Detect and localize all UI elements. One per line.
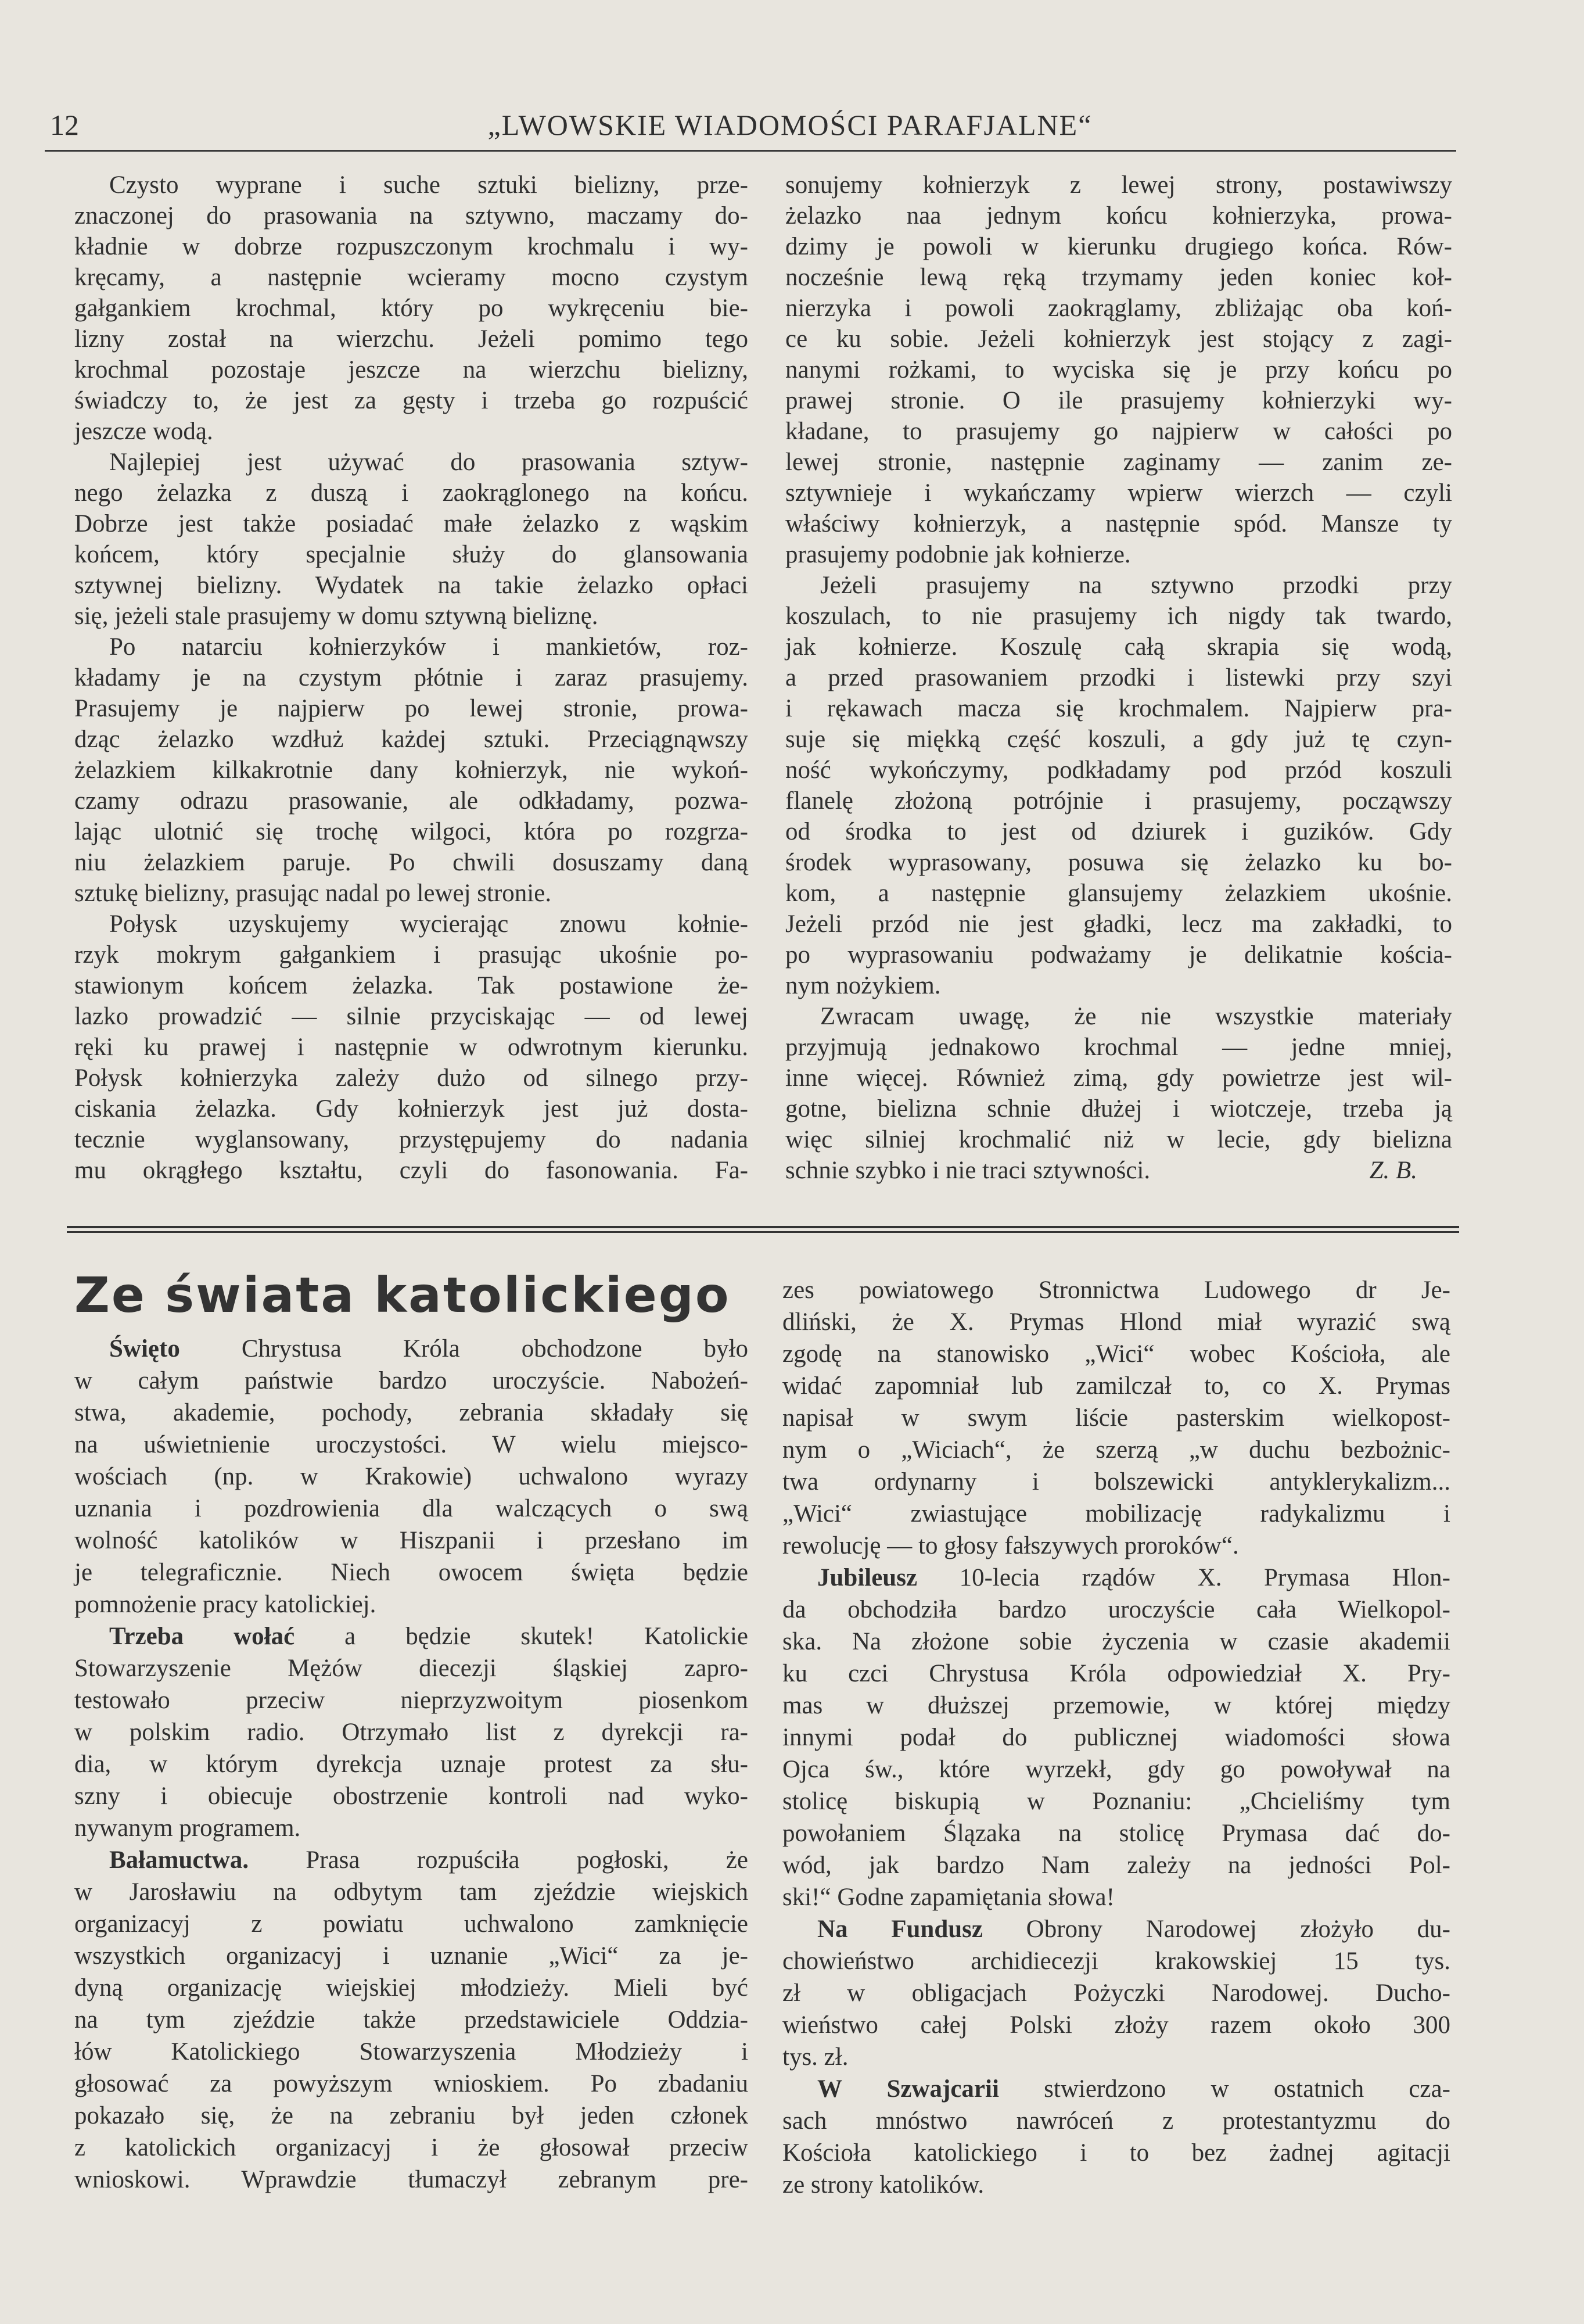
- text-line: [782, 1402, 1450, 1434]
- text-line: [785, 1032, 1452, 1063]
- line-text: Połysk uzyskujemy wycierając znowu kołnie-: [109, 910, 748, 938]
- line-text: Jeżeli prasujemy na sztywno przodki przy: [820, 572, 1452, 599]
- text-line: [782, 2073, 1450, 2105]
- text-line: [74, 200, 748, 231]
- text-line: [74, 1093, 748, 1124]
- line-text: organizacyj z powiatu uchwalono zamknięcie: [74, 1910, 748, 1938]
- line-text: pokazało się, że na zebraniu był jeden członek: [74, 2102, 748, 2129]
- text-line: [74, 939, 748, 970]
- text-line: [74, 1493, 748, 1525]
- text-line: [785, 786, 1452, 816]
- text-line: [74, 354, 748, 385]
- text-line: [74, 724, 748, 755]
- line-text: mas w dłuższej przemowie, w której między: [782, 1692, 1450, 1719]
- text-line: [785, 416, 1452, 447]
- line-text: lizny został na wierzchu. Jeżeli pomimo tego: [74, 325, 748, 353]
- text-line: [785, 385, 1452, 416]
- text-line: [782, 1817, 1450, 1849]
- text-line: [782, 1690, 1450, 1722]
- section-heading: Ze świata katolickiego: [74, 1267, 731, 1324]
- text-line: [74, 2132, 748, 2164]
- section-divider: [67, 1226, 1459, 1233]
- text-line: [785, 231, 1452, 262]
- text-line: [74, 1155, 748, 1186]
- text-line: [785, 909, 1452, 939]
- text-line: [785, 601, 1452, 632]
- line-text: Ojca św., które wyrzekł, gdy go powoływał na: [782, 1756, 1450, 1783]
- article-column-top-right: [785, 170, 1452, 1186]
- text-line: [782, 2041, 1450, 2073]
- text-line: [74, 1652, 748, 1684]
- text-line: [74, 1812, 748, 1844]
- line-text: stwierdzono w ostatnich cza-: [998, 2075, 1450, 2103]
- line-text: sztukę bielizny, prasując nadal po lewej stronie.: [74, 880, 552, 907]
- line-text: głosować za powyższym wnioskiem. Po zbadaniu: [74, 2070, 748, 2097]
- text-line: [74, 1333, 748, 1365]
- line-text: wieństwo całej Polski złoży razem około 300: [782, 2011, 1450, 2039]
- line-text: „Wici“ zwiastujące mobilizację radykalizmu i: [782, 1500, 1450, 1527]
- line-text: ski!“ Godne zapamiętania słowa!: [782, 1884, 1115, 1911]
- text-line: [785, 1124, 1452, 1155]
- line-text: Zwracam uwagę, że nie wszystkie materiały: [820, 1003, 1452, 1030]
- text-line: [785, 878, 1452, 909]
- line-text: kładnie w dobrze rozpuszczonym krochmalu i wy-: [74, 233, 748, 260]
- line-text: i rękawach macza się krochmalem. Najpierw pra-: [785, 695, 1452, 722]
- text-line: [74, 508, 748, 539]
- page-header-title: „LWOWSKIE WIADOMOŚCI PARAFJALNE“: [487, 109, 1093, 141]
- text-line: [782, 1977, 1450, 2009]
- text-line: [785, 724, 1452, 755]
- text-line: [785, 354, 1452, 385]
- text-line: [74, 1124, 748, 1155]
- line-text: widać zapomniał lub zamilczał to, co X. Prymas: [782, 1372, 1450, 1400]
- line-text: Połysk kołnierzyka zależy dużo od silnego przy-: [74, 1064, 748, 1092]
- line-text: niu żelazkiem paruje. Po chwili dosuszamy daną: [74, 849, 748, 876]
- line-text: prawej stronie. O ile prasujemy kołnierzyki wy-: [785, 387, 1452, 414]
- text-line: [74, 262, 748, 293]
- text-line: [74, 1001, 748, 1032]
- line-text: mu okrągłego kształtu, czyli do fasonowania. Fa-: [74, 1157, 748, 1184]
- line-text: Czysto wyprane i suche sztuki bielizny, prze-: [109, 171, 748, 199]
- text-line: [74, 970, 748, 1001]
- line-text: kładane, to prasujemy go najpierw w całości po: [785, 418, 1452, 445]
- line-text: kręcamy, a następnie wcieramy mocno czystym: [74, 264, 748, 291]
- line-text: inne więcej. Również zimą, gdy powietrze jest wil-: [785, 1064, 1452, 1092]
- line-text: dyną organizację wiejskiej młodzieży. Mieli być: [74, 1974, 748, 2002]
- text-line: [74, 755, 748, 786]
- text-line: [785, 1001, 1452, 1032]
- line-text: końcem, który specjalnie służy do glansowania: [74, 541, 748, 568]
- line-text: nego żelazka z duszą i zaokrąglonego na końcu.: [74, 479, 748, 507]
- line-text: koszulach, to nie prasujemy ich nigdy tak twardo,: [785, 602, 1452, 630]
- text-line: [782, 1306, 1450, 1338]
- line-text: sach mnóstwo nawróceń z protestantyzmu do: [782, 2107, 1450, 2135]
- page-number: 12: [50, 109, 79, 141]
- line-text: w polskim radio. Otrzymało list z dyrekcji ra-: [74, 1719, 748, 1746]
- article-column-bottom-right: [782, 1274, 1450, 2201]
- text-line: [785, 508, 1452, 539]
- line-text: Jeżeli przód nie jest gładki, lecz ma zakładki, to: [785, 910, 1452, 938]
- text-line: [782, 2009, 1450, 2041]
- text-line: [785, 1155, 1452, 1186]
- line-text: da obchodziła bardzo uroczyście cała Wielkopol-: [782, 1596, 1450, 1623]
- line-text: dząc żelazko wzdłuż każdej sztuki. Przeciągnąwszy: [74, 726, 748, 753]
- text-line: [785, 632, 1452, 662]
- text-line: [785, 539, 1452, 570]
- line-text: ze strony katolików.: [782, 2171, 985, 2199]
- text-line: [782, 1466, 1450, 1498]
- line-text: przyjmują jednakowo krochmal — jedne mniej,: [785, 1034, 1452, 1061]
- text-line: [74, 1620, 748, 1652]
- text-line: [785, 262, 1452, 293]
- text-line: [785, 324, 1452, 354]
- text-line: [782, 1530, 1450, 1562]
- line-text: w całym państwie bardzo uroczyście. Nabożeń-: [74, 1367, 748, 1394]
- line-text: ność wykończymy, podkładamy pod przód koszuli: [785, 756, 1452, 784]
- line-text: zes powiatowego Stronnictwa Ludowego dr Je-: [782, 1276, 1450, 1304]
- text-line: [74, 231, 748, 262]
- line-text: innymi podał do publicznej wiadomości słowa: [782, 1724, 1450, 1751]
- line-text: gotne, bielizna schnie dłużej i wiotczeje, trzeba ją: [785, 1095, 1452, 1122]
- line-text: ręki ku prawej i następnie w odwrotnym kierunku.: [74, 1034, 748, 1061]
- text-line: [74, 1748, 748, 1780]
- text-line: [74, 539, 748, 570]
- text-line: [74, 1063, 748, 1093]
- text-line: [782, 2169, 1450, 2201]
- text-line: [782, 1434, 1450, 1466]
- text-line: [785, 1093, 1452, 1124]
- text-line: [74, 632, 748, 662]
- text-line: [782, 1753, 1450, 1785]
- line-text: testowało przeciw nieprzyzwoitym piosenkom: [74, 1687, 748, 1714]
- text-line: [785, 693, 1452, 724]
- line-text: zł w obligacjach Pożyczki Narodowej. Ducho-: [782, 1979, 1450, 2007]
- text-line: [74, 324, 748, 354]
- text-line: [74, 2004, 748, 2036]
- line-text: kom, a następnie glansujemy żelazkiem ukośnie.: [785, 880, 1452, 907]
- line-text: napisał w swym liście pasterskim wielkopost-: [782, 1404, 1450, 1432]
- line-text: nym o „Wiciach“, że szerzą „w duchu bezbożnic-: [782, 1436, 1450, 1464]
- text-line: [74, 1525, 748, 1556]
- line-text: dliński, że X. Prymas Hlond miał wyrazić swą: [782, 1308, 1450, 1336]
- text-line: [74, 1556, 748, 1588]
- text-line: [74, 662, 748, 693]
- bold-lead-phrase: Bałamuctwa.: [109, 1846, 249, 1874]
- text-line: [782, 1658, 1450, 1690]
- line-text: uznania i pozdrowienia dla walczących o swą: [74, 1495, 748, 1522]
- text-line: [74, 478, 748, 508]
- text-line: [74, 1684, 748, 1716]
- line-text: Dobrze jest także posiadać małe żelazko z wąskim: [74, 510, 748, 537]
- line-text: stolicę biskupią w Poznaniu: „Chcieliśmy tym: [782, 1788, 1450, 1815]
- header-rule: [45, 150, 1456, 152]
- line-text: wnioskowi. Wprawdzie tłumaczył zebranym pre-: [74, 2166, 748, 2193]
- text-line: [74, 1397, 748, 1429]
- text-line: [782, 1594, 1450, 1626]
- text-line: [785, 200, 1452, 231]
- text-line: [74, 385, 748, 416]
- line-text: a przed prasowaniem przodki i listewki przy szyi: [785, 664, 1452, 691]
- text-line: [785, 816, 1452, 847]
- line-text: żelazkiem kilkakrotnie dany kołnierzyk, nie wykoń-: [74, 756, 748, 784]
- line-text: właściwy kołnierzyk, a następnie spód. Mansze ty: [785, 510, 1452, 537]
- line-text: nierzyka i powoli zaokrąglamy, zbliżając oba koń-: [785, 295, 1452, 322]
- text-line: [782, 1370, 1450, 1402]
- text-line: [74, 170, 748, 200]
- article-column-bottom-left: [74, 1333, 748, 2196]
- line-text: stawionym końcem żelazka. Tak postawione że-: [74, 972, 748, 999]
- line-text: tys. zł.: [782, 2043, 849, 2071]
- line-text: wolność katolików w Hiszpanii i przesłano im: [74, 1527, 748, 1554]
- text-line: [785, 847, 1452, 878]
- line-text: schnie szybko i nie traci sztywności.: [785, 1157, 1151, 1184]
- text-line: [782, 1498, 1450, 1530]
- line-text: Kościoła katolickiego i to bez żadnej agitacji: [782, 2139, 1450, 2167]
- text-line: [785, 570, 1452, 601]
- text-line: [74, 1365, 748, 1397]
- text-line: [74, 1032, 748, 1063]
- line-text: prasujemy podobnie jak kołnierze.: [785, 541, 1131, 568]
- line-text: zgodę na stanowisko „Wici“ wobec Kościoła, ale: [782, 1340, 1450, 1368]
- bold-lead-phrase: Święto: [109, 1335, 180, 1362]
- line-text: pomnożenie pracy katolickiej.: [74, 1591, 376, 1618]
- text-line: [74, 786, 748, 816]
- line-text: chowieństwo archidiecezji krakowskiej 15 tys.: [782, 1948, 1450, 1975]
- text-line: [74, 293, 748, 324]
- line-text: kładamy je na czystym płótnie i zaraz prasujemy.: [74, 664, 748, 691]
- text-line: [782, 1722, 1450, 1753]
- line-text: ku czci Chrystusa Króla odpowiedział X. Pry-: [782, 1660, 1450, 1687]
- line-text: jeszcze wodą.: [74, 418, 213, 445]
- line-text: a będzie skutek! Katolickie: [294, 1623, 748, 1650]
- line-text: ska. Na złożone sobie życzenia w czasie akademii: [782, 1628, 1450, 1655]
- line-text: je telegraficznie. Niech owocem święta będzie: [74, 1559, 748, 1586]
- line-text: lając ulotnić się trochę wilgoci, która po rozgrza-: [74, 818, 748, 845]
- line-text: z katolickich organizacyj i że głosował przeciw: [74, 2134, 748, 2161]
- line-text: łów Katolickiego Stowarzyszenia Młodzieży i: [74, 2038, 748, 2065]
- text-line: [74, 1716, 748, 1748]
- line-text: gałgankiem krochmal, który po wykręceniu bie-: [74, 295, 748, 322]
- text-line: [74, 2068, 748, 2100]
- line-text: Prasa rozpuściła pogłoski, że: [249, 1846, 748, 1874]
- line-text: lazko prowadzić — silnie przyciskając — od lewej: [74, 1003, 748, 1030]
- text-line: [782, 1785, 1450, 1817]
- text-line: [785, 447, 1452, 478]
- line-text: świadczy to, że jest za gęsty i trzeba go rozpuścić: [74, 387, 748, 414]
- line-text: na tym zjeździe także przedstawiciele Oddzia-: [74, 2006, 748, 2033]
- text-line: [74, 416, 748, 447]
- line-text: wód, jak bardzo Nam zależy na jedności Pol-: [782, 1852, 1450, 1879]
- text-line: [785, 755, 1452, 786]
- text-line: [74, 2164, 748, 2196]
- text-line: [74, 1429, 748, 1461]
- text-line: [74, 1461, 748, 1493]
- line-text: tecznie wyglansowany, przystępujemy do nadania: [74, 1126, 748, 1153]
- line-text: wszystkich organizacyj i uznanie „Wici“ za je-: [74, 1942, 748, 1970]
- line-text: Stowarzyszenie Mężów diecezji śląskiej zapro-: [74, 1655, 748, 1682]
- text-line: [785, 939, 1452, 970]
- line-text: ciskania żelazka. Gdy kołnierzyk jest już dosta-: [74, 1095, 748, 1122]
- text-line: [785, 970, 1452, 1001]
- text-line: [74, 570, 748, 601]
- line-text: dzimy je powoli w kierunku drugiego końca. Rów-: [785, 233, 1452, 260]
- line-text: w Jarosławiu na odbytym tam zjeździe wiejskich: [74, 1878, 748, 1906]
- line-text: Po natarciu kołnierzyków i mankietów, roz-: [109, 633, 748, 661]
- text-line: [785, 478, 1452, 508]
- line-text: środek wyprasowany, posuwa się żelazko ku bo-: [785, 849, 1452, 876]
- line-text: sztywnieje i wykańczamy wpierw wierzch — czyli: [785, 479, 1452, 507]
- bold-lead-phrase: Na Fundusz: [817, 1916, 983, 1943]
- text-line: [782, 1945, 1450, 1977]
- line-text: twa ordynarny i bolszewicki antyklerykalizm...: [782, 1468, 1450, 1495]
- line-text: suje się miękką część koszuli, a gdy już tę czyn-: [785, 726, 1452, 753]
- author-signature: Z. B.: [1369, 1157, 1417, 1184]
- text-line: [74, 1844, 748, 1876]
- line-text: nywanym programem.: [74, 1814, 301, 1842]
- text-line: [74, 909, 748, 939]
- line-text: sztywnej bielizny. Wydatek na takie żelazko opłaci: [74, 572, 748, 599]
- line-text: wościach (np. w Krakowie) uchwalono wyrazy: [74, 1463, 748, 1490]
- line-text: Prasujemy je najpierw po lewej stronie, prowa-: [74, 695, 748, 722]
- text-line: [74, 1588, 748, 1620]
- line-text: rzyk mokrym gałgankiem i prasując ukośnie po-: [74, 941, 748, 969]
- text-line: [782, 1913, 1450, 1945]
- text-line: [782, 1849, 1450, 1881]
- line-text: żelazko naa jednym końcu kołnierzyka, prowa-: [785, 202, 1452, 229]
- line-text: Obrony Narodowej złożyło du-: [982, 1916, 1450, 1943]
- text-line: [74, 601, 748, 632]
- line-text: flanelę złożoną potrójnie i prasujemy, począwszy: [785, 787, 1452, 815]
- text-line: [785, 293, 1452, 324]
- line-text: stwa, akademie, pochody, zebrania składały się: [74, 1399, 748, 1426]
- line-text: powołaniem Ślązaka na stolicę Prymasa dać do-: [782, 1820, 1450, 1847]
- line-text: więc silniej krochmalić niż w lecie, gdy bielizna: [785, 1126, 1452, 1153]
- line-text: Chrystusa Króla obchodzone było: [179, 1335, 748, 1362]
- text-line: [74, 1780, 748, 1812]
- text-line: [74, 693, 748, 724]
- text-line: [74, 1940, 748, 1972]
- line-text: znaczonej do prasowania na sztywno, maczamy do-: [74, 202, 748, 229]
- text-line: [782, 1274, 1450, 1306]
- text-line: [74, 1972, 748, 2004]
- text-line: [74, 2036, 748, 2068]
- line-text: sonujemy kołnierzyk z lewej strony, postawiwszy: [785, 171, 1452, 199]
- text-line: [74, 2100, 748, 2132]
- bold-lead-phrase: Jubileusz: [817, 1564, 918, 1591]
- text-line: [74, 816, 748, 847]
- line-text: rewolucję — to głosy fałszywych proroków“.: [782, 1532, 1239, 1559]
- text-line: [74, 878, 748, 909]
- text-line: [785, 662, 1452, 693]
- text-line: [782, 1338, 1450, 1370]
- bold-lead-phrase: W Szwajcarii: [817, 2075, 999, 2103]
- line-text: nocześnie lewą ręką trzymamy jeden koniec koł-: [785, 264, 1452, 291]
- line-text: szny i obiecuje obostrzenie kontroli nad wyko-: [74, 1783, 748, 1810]
- line-text: czamy odrazu prasowanie, ale odkładamy, pozwa-: [74, 787, 748, 815]
- line-text: 10-lecia rządów X. Prymasa Hlon-: [917, 1564, 1450, 1591]
- line-text: nanymi rożkami, to wyciska się je przy końcu po: [785, 356, 1452, 383]
- text-line: [785, 170, 1452, 200]
- text-line: [74, 1908, 748, 1940]
- text-line: [782, 2105, 1450, 2137]
- bold-lead-phrase: Trzeba wołać: [109, 1623, 295, 1650]
- line-text: się, jeżeli stale prasujemy w domu sztywną bieliznę.: [74, 602, 598, 630]
- text-line: [785, 1063, 1452, 1093]
- text-line: [782, 1562, 1450, 1594]
- line-text: nym nożykiem.: [785, 972, 941, 999]
- line-text: jak kołnierze. Koszulę całą skrapia się wodą,: [785, 633, 1452, 661]
- line-text: dia, w którym dyrekcja uznaje protest za słu-: [74, 1751, 748, 1778]
- line-text: od środka to jest od dziurek i guzików. Gdy: [785, 818, 1452, 845]
- text-line: [74, 847, 748, 878]
- text-line: [74, 1876, 748, 1908]
- text-line: [782, 2137, 1450, 2169]
- line-text: po wyprasowaniu podważamy je delikatnie kościa-: [785, 941, 1452, 969]
- text-line: [782, 1626, 1450, 1658]
- line-text: ce ku sobie. Jeżeli kołnierzyk jest stojący z zagi-: [785, 325, 1452, 353]
- line-text: na uświetnienie uroczystości. W wielu miejsco-: [74, 1431, 748, 1458]
- text-line: [782, 1881, 1450, 1913]
- article-column-top-left: [74, 170, 748, 1186]
- line-text: Najlepiej jest używać do prasowania sztyw-: [109, 449, 748, 476]
- line-text: krochmal pozostaje jeszcze na wierzchu bielizny,: [74, 356, 748, 383]
- text-line: [74, 447, 748, 478]
- line-text: lewej stronie, następnie zaginamy — zanim ze-: [785, 449, 1452, 476]
